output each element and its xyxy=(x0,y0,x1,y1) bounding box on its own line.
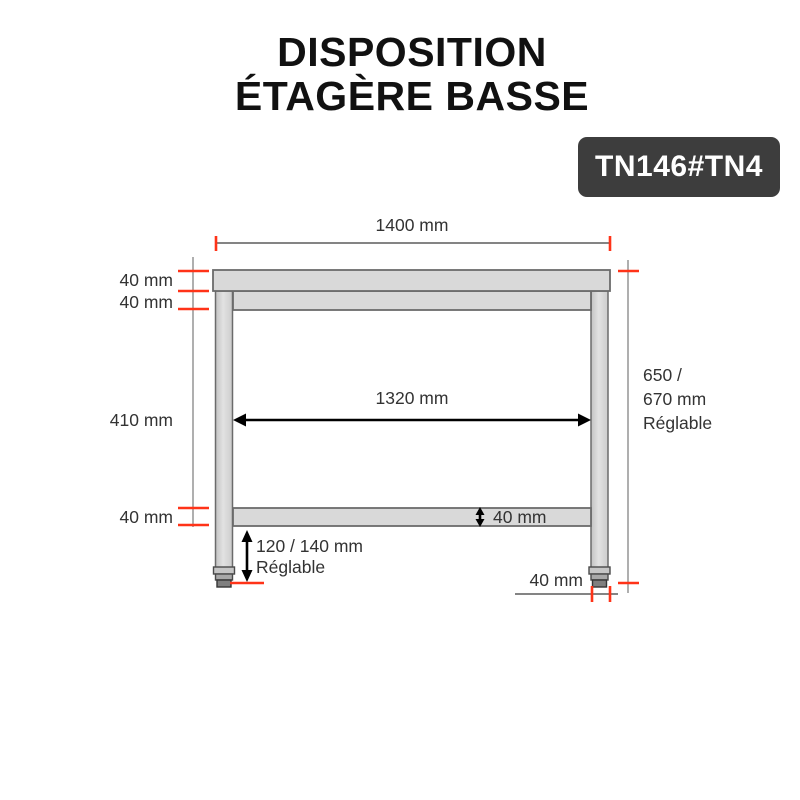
label-leg-width: 40 mm xyxy=(529,570,583,590)
label-shelf-thickness-left: 40 mm xyxy=(119,507,173,527)
table-frame-apron xyxy=(233,291,591,310)
label-foot-adjust-line1: 120 / 140 mm xyxy=(256,536,363,556)
table-leg-left xyxy=(216,291,233,568)
label-height-total-line2: 670 mm xyxy=(643,389,707,409)
page-title-line1: DISPOSITION xyxy=(277,29,547,75)
label-width-inner: 1320 mm xyxy=(375,388,449,408)
label-top-thickness: 40 mm xyxy=(119,270,173,290)
label-leg-clearance: 410 mm xyxy=(109,410,173,430)
label-foot-adjust-line2: Réglable xyxy=(256,557,326,577)
label-frame-thickness: 40 mm xyxy=(119,292,173,312)
dim-arrow-foot-adjust xyxy=(242,530,253,582)
label-shelf-thickness: 40 mm xyxy=(493,507,547,527)
label-width-total: 1400 mm xyxy=(375,215,449,235)
dim-arrow-width-inner xyxy=(233,414,591,427)
page-title-line2: ÉTAGÈRE BASSE xyxy=(234,73,590,119)
label-height-total-line3: Réglable xyxy=(643,413,713,433)
product-code: TN146#TN4 xyxy=(595,150,763,183)
adjustable-foot-right xyxy=(589,567,610,587)
table-top xyxy=(213,270,610,291)
table-leg-right xyxy=(591,291,608,568)
label-height-total-line1: 650 / xyxy=(643,365,682,385)
